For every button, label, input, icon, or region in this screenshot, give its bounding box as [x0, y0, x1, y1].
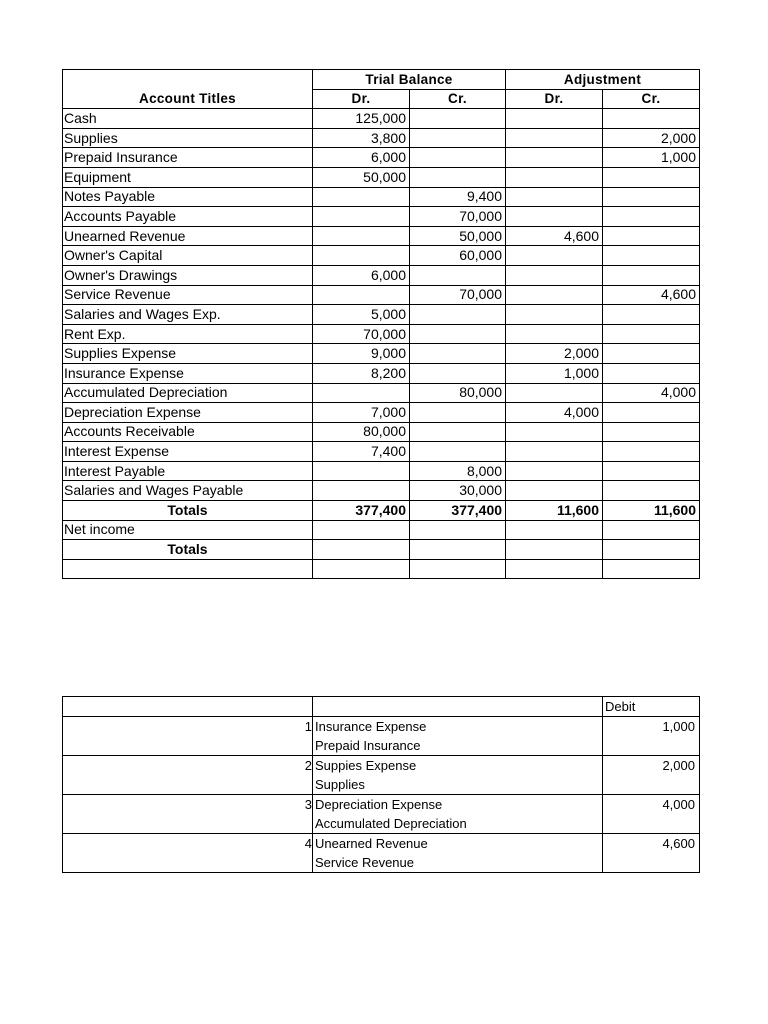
journal-entry-row	[63, 717, 700, 756]
entry-amount: 4,600	[603, 834, 700, 873]
net-income-label: Net income	[63, 520, 313, 540]
adj-dr-cell	[506, 324, 603, 344]
tb-cr-header: Cr.	[410, 89, 506, 109]
adjustment-header: Adjustment	[506, 70, 700, 90]
totals-label: Totals	[63, 501, 313, 521]
table-row	[63, 285, 700, 305]
tb-dr-cell: 6,000	[313, 148, 410, 168]
total-tb-dr: 377,400	[313, 501, 410, 521]
tb-dr-cell: 7,400	[313, 442, 410, 462]
table-row	[63, 109, 700, 129]
adj-cr-header: Cr.	[603, 89, 700, 109]
tb-dr-cell	[313, 246, 410, 266]
adj-cr-cell	[603, 442, 700, 462]
table-row	[63, 167, 700, 187]
account-title: Interest Payable	[63, 461, 313, 481]
tb-cr-cell: 30,000	[410, 481, 506, 501]
adjusting-entries-table	[62, 696, 700, 873]
tb-dr-cell	[313, 461, 410, 481]
account-title: Service Revenue	[63, 285, 313, 305]
adj-dr-cell: 4,600	[506, 226, 603, 246]
tb-cr-cell: 8,000	[410, 461, 506, 481]
account-title: Equipment	[63, 167, 313, 187]
tb-cr-cell: 9,400	[410, 187, 506, 207]
adj-cr-cell	[603, 265, 700, 285]
adj-dr-cell	[506, 422, 603, 442]
tb-cr-cell	[410, 324, 506, 344]
table-row	[63, 148, 700, 168]
tb-dr-cell	[313, 383, 410, 403]
debit-account: Suppies Expense	[315, 758, 417, 773]
tb-cr-cell	[410, 265, 506, 285]
account-title: Prepaid Insurance	[63, 148, 313, 168]
table-row	[63, 403, 700, 423]
tb-cr-cell	[410, 442, 506, 462]
tb-dr-cell: 80,000	[313, 422, 410, 442]
adj-dr-cell	[506, 109, 603, 129]
adj-cr-cell	[603, 403, 700, 423]
adj-dr-cell: 1,000	[506, 363, 603, 383]
table-row	[63, 422, 700, 442]
tb-dr-cell	[313, 285, 410, 305]
account-title: Supplies Expense	[63, 344, 313, 364]
adj-cr-cell: 1,000	[603, 148, 700, 168]
adj-dr-cell	[506, 128, 603, 148]
adj-dr-cell	[506, 481, 603, 501]
tb-cr-cell: 50,000	[410, 226, 506, 246]
total-tb-cr: 377,400	[410, 501, 506, 521]
blank-header-cell	[63, 70, 313, 90]
tb-cr-cell: 70,000	[410, 207, 506, 227]
credit-account: Supplies	[315, 777, 365, 792]
table-row	[63, 461, 700, 481]
account-title: Accounts Payable	[63, 207, 313, 227]
adj-cr-cell: 2,000	[603, 128, 700, 148]
group-header-row	[63, 70, 700, 90]
account-title: Salaries and Wages Payable	[63, 481, 313, 501]
account-title: Owner's Capital	[63, 246, 313, 266]
adj-dr-cell: 2,000	[506, 344, 603, 364]
entry-number: 3	[63, 795, 313, 834]
adj-cr-cell	[603, 344, 700, 364]
tb-cr-cell	[410, 344, 506, 364]
adj-dr-cell	[506, 207, 603, 227]
adj-dr-header: Dr.	[506, 89, 603, 109]
entry-amount: 2,000	[603, 756, 700, 795]
tb-dr-cell	[313, 226, 410, 246]
table-row	[63, 324, 700, 344]
tb-cr-cell	[410, 363, 506, 383]
adj-dr-cell	[506, 442, 603, 462]
adj-dr-cell	[506, 461, 603, 481]
account-title: Accumulated Depreciation	[63, 383, 313, 403]
account-titles-header: Account Titles	[63, 89, 313, 109]
account-title: Interest Expense	[63, 442, 313, 462]
trial-balance-worksheet	[62, 69, 700, 579]
empty-row	[63, 559, 700, 579]
adj-cr-cell	[603, 109, 700, 129]
total-adj-dr: 11,600	[506, 501, 603, 521]
entry-number: 4	[63, 834, 313, 873]
adj-cr-cell	[603, 363, 700, 383]
adj-dr-cell	[506, 246, 603, 266]
entry-number: 2	[63, 756, 313, 795]
adj-cr-cell: 4,000	[603, 383, 700, 403]
adj-cr-cell	[603, 305, 700, 325]
tb-dr-cell: 3,800	[313, 128, 410, 148]
credit-account: Prepaid Insurance	[315, 738, 421, 753]
tb-dr-cell	[313, 481, 410, 501]
entry-accounts	[313, 795, 603, 834]
adj-dr-cell	[506, 167, 603, 187]
account-title: Notes Payable	[63, 187, 313, 207]
tb-dr-cell: 8,200	[313, 363, 410, 383]
adj-dr-cell	[506, 383, 603, 403]
adj-cr-cell	[603, 167, 700, 187]
adj-dr-cell	[506, 265, 603, 285]
account-title: Rent Exp.	[63, 324, 313, 344]
totals2-row	[63, 540, 700, 560]
table-row	[63, 187, 700, 207]
entry-amount: 1,000	[603, 717, 700, 756]
table-row	[63, 481, 700, 501]
adj-cr-cell	[603, 246, 700, 266]
tb-dr-cell: 5,000	[313, 305, 410, 325]
adj-cr-cell	[603, 226, 700, 246]
table-row	[63, 442, 700, 462]
table-row	[63, 305, 700, 325]
entry-accounts	[313, 834, 603, 873]
account-title: Cash	[63, 109, 313, 129]
total-adj-cr: 11,600	[603, 501, 700, 521]
tb-cr-cell: 70,000	[410, 285, 506, 305]
account-title: Owner's Drawings	[63, 265, 313, 285]
tb-dr-cell: 9,000	[313, 344, 410, 364]
tb-dr-cell: 70,000	[313, 324, 410, 344]
credit-account: Accumulated Depreciation	[315, 816, 467, 831]
adj-cr-cell	[603, 481, 700, 501]
table-row	[63, 226, 700, 246]
adj-dr-cell	[506, 305, 603, 325]
tb-cr-cell	[410, 305, 506, 325]
table-row	[63, 128, 700, 148]
adj-dr-cell	[506, 148, 603, 168]
tb-dr-cell: 6,000	[313, 265, 410, 285]
entry-accounts	[313, 717, 603, 756]
tb-dr-cell: 125,000	[313, 109, 410, 129]
net-income-row	[63, 520, 700, 540]
credit-account: Service Revenue	[315, 855, 414, 870]
adj-dr-cell: 4,000	[506, 403, 603, 423]
tb-dr-header: Dr.	[313, 89, 410, 109]
table-row	[63, 344, 700, 364]
tb-dr-cell: 50,000	[313, 167, 410, 187]
debit-header: Debit	[603, 697, 700, 717]
table-row	[63, 207, 700, 227]
journal-header-row	[63, 697, 700, 717]
debit-account: Depreciation Expense	[315, 797, 443, 812]
tb-dr-cell	[313, 187, 410, 207]
adj-cr-cell: 4,600	[603, 285, 700, 305]
adj-cr-cell	[603, 461, 700, 481]
adj-dr-cell	[506, 187, 603, 207]
adj-cr-cell	[603, 207, 700, 227]
table-row	[63, 246, 700, 266]
table-row	[63, 265, 700, 285]
table-row	[63, 383, 700, 403]
tb-cr-cell	[410, 128, 506, 148]
tb-cr-cell	[410, 167, 506, 187]
entry-amount: 4,000	[603, 795, 700, 834]
adj-cr-cell	[603, 324, 700, 344]
totals2-label: Totals	[63, 540, 313, 560]
tb-dr-cell: 7,000	[313, 403, 410, 423]
tb-cr-cell: 80,000	[410, 383, 506, 403]
table-row	[63, 363, 700, 383]
account-title: Depreciation Expense	[63, 403, 313, 423]
tb-dr-cell	[313, 207, 410, 227]
totals-row	[63, 501, 700, 521]
account-title: Supplies	[63, 128, 313, 148]
entry-accounts	[313, 756, 603, 795]
journal-entry-row	[63, 795, 700, 834]
adj-dr-cell	[506, 285, 603, 305]
account-title: Salaries and Wages Exp.	[63, 305, 313, 325]
tb-cr-cell	[410, 422, 506, 442]
tb-cr-cell: 60,000	[410, 246, 506, 266]
journal-entry-row	[63, 834, 700, 873]
tb-cr-cell	[410, 109, 506, 129]
tb-cr-cell	[410, 148, 506, 168]
adj-cr-cell	[603, 422, 700, 442]
account-title: Insurance Expense	[63, 363, 313, 383]
entry-number: 1	[63, 717, 313, 756]
account-title: Unearned Revenue	[63, 226, 313, 246]
debit-account: Unearned Revenue	[315, 836, 428, 851]
adj-cr-cell	[603, 187, 700, 207]
trial-balance-header: Trial Balance	[313, 70, 506, 90]
column-header-row	[63, 89, 700, 109]
journal-entry-row	[63, 756, 700, 795]
tb-cr-cell	[410, 403, 506, 423]
account-title: Accounts Receivable	[63, 422, 313, 442]
debit-account: Insurance Expense	[315, 719, 427, 734]
